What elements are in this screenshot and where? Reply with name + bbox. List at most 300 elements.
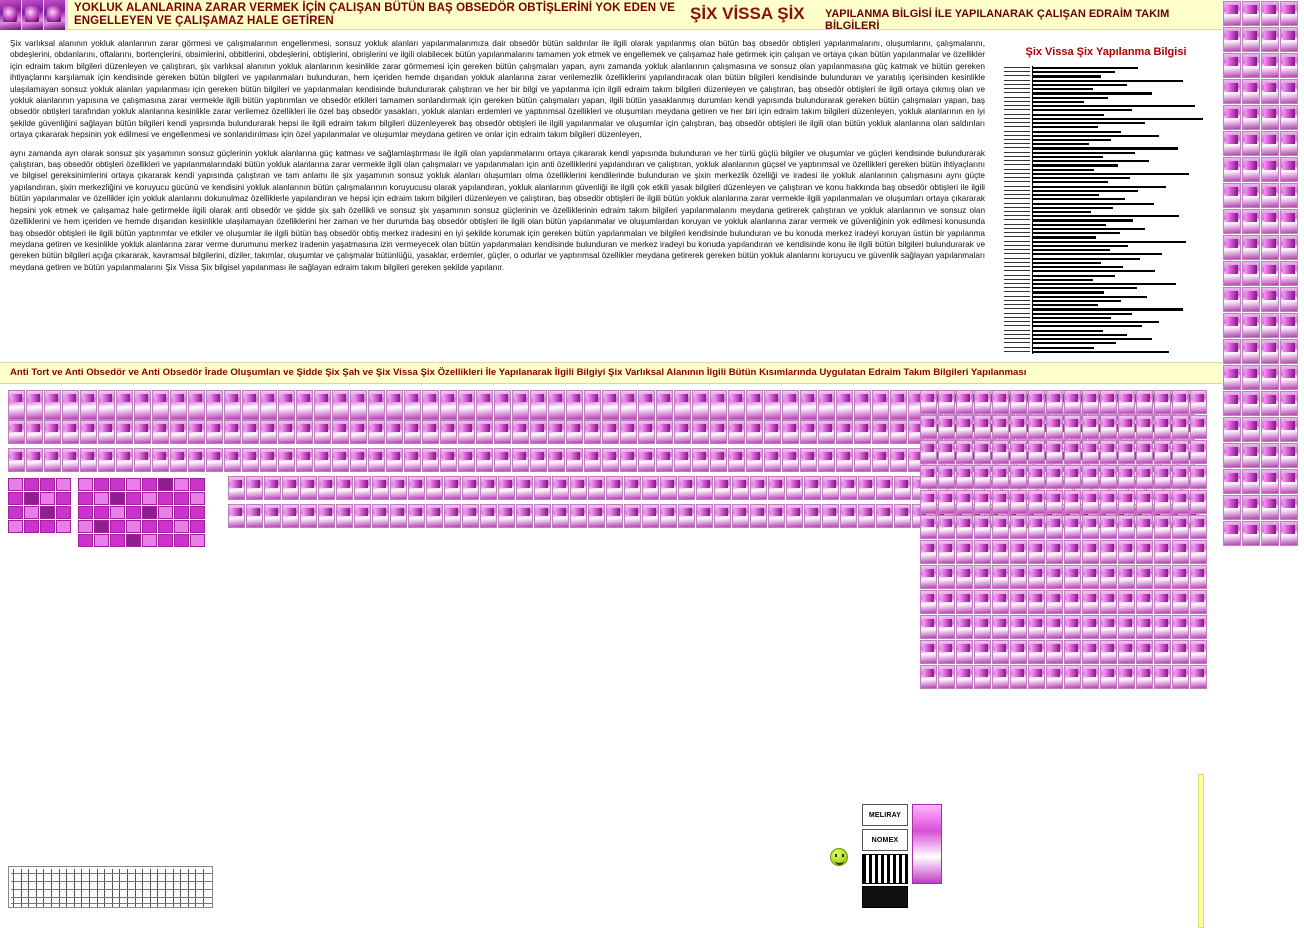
image-thumbnail-icon[interactable] [242, 420, 259, 444]
image-thumbnail-icon[interactable] [938, 540, 955, 564]
image-thumbnail-icon[interactable] [1172, 565, 1189, 589]
image-thumbnail-icon[interactable] [1280, 27, 1298, 52]
image-thumbnail-icon[interactable] [1280, 417, 1298, 442]
image-thumbnail-icon[interactable] [822, 504, 839, 528]
image-thumbnail-icon[interactable] [1223, 365, 1241, 390]
image-thumbnail-icon[interactable] [1136, 615, 1153, 639]
color-chip[interactable] [190, 492, 205, 505]
image-thumbnail-icon[interactable] [1136, 540, 1153, 564]
image-thumbnail-icon[interactable] [296, 420, 313, 444]
image-thumbnail-icon[interactable] [1118, 490, 1135, 514]
image-thumbnail-icon[interactable] [260, 448, 277, 472]
image-thumbnail-icon[interactable] [974, 665, 991, 689]
image-thumbnail-icon[interactable] [1223, 287, 1241, 312]
image-thumbnail-icon[interactable] [602, 420, 619, 444]
image-thumbnail-icon[interactable] [974, 490, 991, 514]
image-thumbnail-icon[interactable] [134, 448, 151, 472]
image-thumbnail-icon[interactable] [920, 415, 937, 439]
image-thumbnail-icon[interactable] [1172, 540, 1189, 564]
image-thumbnail-icon[interactable] [992, 515, 1009, 539]
image-thumbnail-icon[interactable] [534, 504, 551, 528]
image-thumbnail-icon[interactable] [1010, 490, 1027, 514]
image-thumbnail-icon[interactable] [494, 390, 511, 420]
image-thumbnail-icon[interactable] [920, 515, 937, 539]
image-thumbnail-icon[interactable] [1010, 640, 1027, 664]
image-thumbnail-icon[interactable] [782, 420, 799, 444]
image-thumbnail-icon[interactable] [1028, 640, 1045, 664]
image-thumbnail-icon[interactable] [458, 448, 475, 472]
image-thumbnail-icon[interactable] [548, 448, 565, 472]
image-thumbnail-icon[interactable] [1046, 615, 1063, 639]
color-chip[interactable] [8, 492, 23, 505]
image-thumbnail-icon[interactable] [1280, 339, 1298, 364]
image-thumbnail-icon[interactable] [318, 476, 335, 500]
image-thumbnail-icon[interactable] [1261, 261, 1279, 286]
image-thumbnail-icon[interactable] [1046, 465, 1063, 489]
image-thumbnail-icon[interactable] [764, 448, 781, 472]
image-thumbnail-icon[interactable] [804, 476, 821, 500]
image-thumbnail-icon[interactable] [1064, 515, 1081, 539]
image-thumbnail-icon[interactable] [974, 465, 991, 489]
image-thumbnail-icon[interactable] [974, 415, 991, 439]
color-chip[interactable] [56, 492, 71, 505]
image-thumbnail-icon[interactable] [974, 440, 991, 464]
image-thumbnail-icon[interactable] [584, 390, 601, 420]
image-thumbnail-icon[interactable] [552, 476, 569, 500]
image-thumbnail-icon[interactable] [80, 390, 97, 420]
image-thumbnail-icon[interactable] [1190, 440, 1207, 464]
image-thumbnail-icon[interactable] [1136, 415, 1153, 439]
image-thumbnail-icon[interactable] [638, 420, 655, 444]
image-thumbnail-icon[interactable] [1082, 490, 1099, 514]
image-thumbnail-icon[interactable] [1100, 565, 1117, 589]
image-thumbnail-icon[interactable] [1261, 209, 1279, 234]
image-thumbnail-icon[interactable] [1172, 415, 1189, 439]
image-thumbnail-icon[interactable] [956, 565, 973, 589]
color-chip[interactable] [190, 478, 205, 491]
color-chip[interactable] [174, 478, 189, 491]
image-thumbnail-icon[interactable] [1280, 235, 1298, 260]
color-chip[interactable] [190, 534, 205, 547]
image-thumbnail-icon[interactable] [674, 448, 691, 472]
image-thumbnail-icon[interactable] [1010, 390, 1027, 414]
image-thumbnail-icon[interactable] [1118, 440, 1135, 464]
image-thumbnail-icon[interactable] [1223, 261, 1241, 286]
image-thumbnail-icon[interactable] [1223, 521, 1241, 546]
image-thumbnail-icon[interactable] [336, 476, 353, 500]
image-thumbnail-icon[interactable] [188, 448, 205, 472]
image-thumbnail-icon[interactable] [854, 390, 871, 420]
image-thumbnail-icon[interactable] [956, 615, 973, 639]
image-thumbnail-icon[interactable] [624, 504, 641, 528]
image-thumbnail-icon[interactable] [296, 390, 313, 420]
image-thumbnail-icon[interactable] [1046, 665, 1063, 689]
image-thumbnail-icon[interactable] [408, 504, 425, 528]
image-thumbnail-icon[interactable] [44, 390, 61, 420]
image-thumbnail-icon[interactable] [1190, 390, 1207, 414]
image-thumbnail-icon[interactable] [440, 420, 457, 444]
image-thumbnail-icon[interactable] [800, 390, 817, 420]
image-thumbnail-icon[interactable] [1010, 615, 1027, 639]
image-thumbnail-icon[interactable] [332, 448, 349, 472]
image-thumbnail-icon[interactable] [696, 504, 713, 528]
image-thumbnail-icon[interactable] [602, 448, 619, 472]
image-thumbnail-icon[interactable] [552, 504, 569, 528]
image-thumbnail-icon[interactable] [1082, 440, 1099, 464]
image-thumbnail-icon[interactable] [1261, 365, 1279, 390]
image-thumbnail-icon[interactable] [530, 420, 547, 444]
image-thumbnail-icon[interactable] [920, 615, 937, 639]
image-thumbnail-icon[interactable] [1280, 391, 1298, 416]
image-thumbnail-icon[interactable] [1190, 615, 1207, 639]
image-thumbnail-icon[interactable] [1172, 390, 1189, 414]
image-thumbnail-icon[interactable] [1223, 131, 1241, 156]
image-thumbnail-icon[interactable] [974, 565, 991, 589]
image-thumbnail-icon[interactable] [458, 420, 475, 444]
image-thumbnail-icon[interactable] [1190, 540, 1207, 564]
color-chip[interactable] [56, 520, 71, 533]
image-thumbnail-icon[interactable] [800, 420, 817, 444]
image-thumbnail-icon[interactable] [920, 440, 937, 464]
image-thumbnail-icon[interactable] [1280, 105, 1298, 130]
image-thumbnail-icon[interactable] [1046, 540, 1063, 564]
image-thumbnail-icon[interactable] [678, 476, 695, 500]
image-thumbnail-icon[interactable] [768, 504, 785, 528]
color-chip[interactable] [78, 506, 93, 519]
image-thumbnail-icon[interactable] [714, 476, 731, 500]
image-thumbnail-icon[interactable] [1118, 590, 1135, 614]
image-thumbnail-icon[interactable] [638, 448, 655, 472]
image-thumbnail-icon[interactable] [1118, 665, 1135, 689]
image-thumbnail-icon[interactable] [1154, 465, 1171, 489]
image-thumbnail-icon[interactable] [1154, 615, 1171, 639]
image-thumbnail-icon[interactable] [1028, 515, 1045, 539]
image-thumbnail-icon[interactable] [620, 420, 637, 444]
image-thumbnail-icon[interactable] [1242, 365, 1260, 390]
image-thumbnail-icon[interactable] [1064, 415, 1081, 439]
image-thumbnail-icon[interactable] [152, 448, 169, 472]
image-thumbnail-icon[interactable] [974, 390, 991, 414]
image-thumbnail-icon[interactable] [750, 476, 767, 500]
image-thumbnail-icon[interactable] [566, 420, 583, 444]
image-thumbnail-icon[interactable] [728, 420, 745, 444]
image-thumbnail-icon[interactable] [624, 476, 641, 500]
image-thumbnail-icon[interactable] [938, 590, 955, 614]
image-thumbnail-icon[interactable] [890, 448, 907, 472]
image-thumbnail-icon[interactable] [656, 390, 673, 420]
image-thumbnail-icon[interactable] [746, 448, 763, 472]
logo-dark-card[interactable] [862, 886, 908, 908]
image-thumbnail-icon[interactable] [1190, 590, 1207, 614]
color-chip[interactable] [24, 506, 39, 519]
image-thumbnail-icon[interactable] [956, 515, 973, 539]
color-chip[interactable] [78, 492, 93, 505]
color-chip[interactable] [110, 506, 125, 519]
logo-meliray[interactable]: MELIRAY [862, 804, 908, 826]
image-thumbnail-icon[interactable] [1261, 417, 1279, 442]
image-thumbnail-icon[interactable] [354, 476, 371, 500]
image-thumbnail-icon[interactable] [1223, 27, 1241, 52]
image-thumbnail-icon[interactable] [278, 390, 295, 420]
image-thumbnail-icon[interactable] [498, 476, 515, 500]
image-thumbnail-icon[interactable] [1172, 615, 1189, 639]
image-thumbnail-icon[interactable] [1280, 131, 1298, 156]
image-thumbnail-icon[interactable] [570, 476, 587, 500]
image-thumbnail-icon[interactable] [1100, 515, 1117, 539]
image-thumbnail-icon[interactable] [1154, 515, 1171, 539]
image-thumbnail-icon[interactable] [992, 565, 1009, 589]
image-thumbnail-icon[interactable] [1242, 287, 1260, 312]
image-thumbnail-icon[interactable] [804, 504, 821, 528]
image-thumbnail-icon[interactable] [956, 540, 973, 564]
image-thumbnail-icon[interactable] [956, 490, 973, 514]
image-thumbnail-icon[interactable] [1082, 640, 1099, 664]
image-thumbnail-icon[interactable] [1064, 590, 1081, 614]
image-thumbnail-icon[interactable] [1223, 391, 1241, 416]
image-thumbnail-icon[interactable] [1172, 465, 1189, 489]
image-thumbnail-icon[interactable] [116, 448, 133, 472]
image-thumbnail-icon[interactable] [1154, 665, 1171, 689]
image-thumbnail-icon[interactable] [746, 390, 763, 420]
image-thumbnail-icon[interactable] [992, 665, 1009, 689]
image-thumbnail-icon[interactable] [494, 420, 511, 444]
image-thumbnail-icon[interactable] [278, 448, 295, 472]
image-thumbnail-icon[interactable] [1100, 490, 1117, 514]
image-thumbnail-icon[interactable] [1118, 615, 1135, 639]
image-thumbnail-icon[interactable] [974, 590, 991, 614]
image-thumbnail-icon[interactable] [1190, 565, 1207, 589]
image-thumbnail-icon[interactable] [26, 448, 43, 472]
image-thumbnail-icon[interactable] [992, 490, 1009, 514]
image-thumbnail-icon[interactable] [732, 476, 749, 500]
image-thumbnail-icon[interactable] [974, 640, 991, 664]
image-thumbnail-icon[interactable] [692, 448, 709, 472]
image-thumbnail-icon[interactable] [228, 504, 245, 528]
image-thumbnail-icon[interactable] [710, 448, 727, 472]
image-thumbnail-icon[interactable] [656, 448, 673, 472]
image-thumbnail-icon[interactable] [1046, 640, 1063, 664]
image-thumbnail-icon[interactable] [660, 504, 677, 528]
image-thumbnail-icon[interactable] [992, 440, 1009, 464]
image-thumbnail-icon[interactable] [476, 448, 493, 472]
image-thumbnail-icon[interactable] [1100, 590, 1117, 614]
image-thumbnail-icon[interactable] [1064, 615, 1081, 639]
image-thumbnail-icon[interactable] [1280, 183, 1298, 208]
image-thumbnail-icon[interactable] [1100, 390, 1117, 414]
image-thumbnail-icon[interactable] [314, 448, 331, 472]
image-thumbnail-icon[interactable] [692, 420, 709, 444]
image-thumbnail-icon[interactable] [974, 515, 991, 539]
image-thumbnail-icon[interactable] [1223, 183, 1241, 208]
image-thumbnail-icon[interactable] [8, 420, 25, 444]
image-thumbnail-icon[interactable] [1100, 540, 1117, 564]
image-thumbnail-icon[interactable] [228, 476, 245, 500]
image-thumbnail-icon[interactable] [1242, 1, 1260, 26]
image-thumbnail-icon[interactable] [956, 590, 973, 614]
color-chip[interactable] [40, 506, 55, 519]
image-thumbnail-icon[interactable] [974, 540, 991, 564]
image-thumbnail-icon[interactable] [458, 390, 475, 420]
image-thumbnail-icon[interactable] [1242, 79, 1260, 104]
image-thumbnail-icon[interactable] [1082, 415, 1099, 439]
header-thumbnail-strip[interactable] [0, 0, 68, 30]
image-thumbnail-icon[interactable] [1100, 615, 1117, 639]
image-thumbnail-icon[interactable] [974, 615, 991, 639]
image-thumbnail-icon[interactable] [80, 420, 97, 444]
image-thumbnail-icon[interactable] [498, 504, 515, 528]
image-thumbnail-icon[interactable] [1046, 515, 1063, 539]
image-thumbnail-icon[interactable] [1190, 640, 1207, 664]
image-thumbnail-icon[interactable] [1280, 157, 1298, 182]
color-chip[interactable] [94, 478, 109, 491]
image-thumbnail-icon[interactable] [1261, 183, 1279, 208]
image-thumbnail-icon[interactable] [674, 390, 691, 420]
image-thumbnail-icon[interactable] [444, 504, 461, 528]
image-thumbnail-icon[interactable] [206, 448, 223, 472]
image-thumbnail-icon[interactable] [764, 390, 781, 420]
image-thumbnail-icon[interactable] [858, 476, 875, 500]
image-thumbnail-icon[interactable] [566, 448, 583, 472]
image-thumbnail-icon[interactable] [260, 390, 277, 420]
image-thumbnail-icon[interactable] [920, 540, 937, 564]
image-thumbnail-icon[interactable] [894, 504, 911, 528]
image-thumbnail-icon[interactable] [300, 476, 317, 500]
image-thumbnail-icon[interactable] [1280, 209, 1298, 234]
color-chip[interactable] [8, 506, 23, 519]
image-thumbnail-icon[interactable] [920, 490, 937, 514]
image-thumbnail-icon[interactable] [938, 390, 955, 414]
image-thumbnail-icon[interactable] [1118, 465, 1135, 489]
image-thumbnail-icon[interactable] [728, 390, 745, 420]
image-thumbnail-icon[interactable] [44, 448, 61, 472]
image-thumbnail-icon[interactable] [206, 420, 223, 444]
color-chip[interactable] [110, 534, 125, 547]
image-thumbnail-icon[interactable] [620, 448, 637, 472]
image-thumbnail-icon[interactable] [836, 448, 853, 472]
color-chip[interactable] [174, 492, 189, 505]
photo-thumbnail-icon[interactable] [0, 0, 21, 30]
image-thumbnail-icon[interactable] [390, 504, 407, 528]
image-thumbnail-icon[interactable] [404, 420, 421, 444]
image-thumbnail-icon[interactable] [876, 504, 893, 528]
image-thumbnail-icon[interactable] [1010, 440, 1027, 464]
color-chip[interactable] [24, 492, 39, 505]
image-thumbnail-icon[interactable] [956, 390, 973, 414]
image-thumbnail-icon[interactable] [1242, 313, 1260, 338]
image-thumbnail-icon[interactable] [462, 476, 479, 500]
color-chip[interactable] [142, 492, 157, 505]
image-thumbnail-icon[interactable] [1064, 640, 1081, 664]
image-thumbnail-icon[interactable] [938, 615, 955, 639]
image-thumbnail-icon[interactable] [956, 415, 973, 439]
color-chip[interactable] [56, 478, 71, 491]
image-thumbnail-icon[interactable] [1223, 105, 1241, 130]
image-thumbnail-icon[interactable] [1154, 415, 1171, 439]
image-thumbnail-icon[interactable] [1172, 490, 1189, 514]
image-thumbnail-icon[interactable] [588, 504, 605, 528]
image-thumbnail-icon[interactable] [1261, 105, 1279, 130]
image-thumbnail-icon[interactable] [1082, 540, 1099, 564]
color-chip[interactable] [158, 534, 173, 547]
image-thumbnail-icon[interactable] [938, 490, 955, 514]
image-thumbnail-icon[interactable] [152, 420, 169, 444]
image-thumbnail-icon[interactable] [368, 390, 385, 420]
thumbnail-block-right[interactable] [920, 390, 1216, 689]
image-thumbnail-icon[interactable] [332, 390, 349, 420]
image-thumbnail-icon[interactable] [890, 390, 907, 420]
image-thumbnail-icon[interactable] [516, 476, 533, 500]
image-thumbnail-icon[interactable] [656, 420, 673, 444]
color-chip[interactable] [158, 492, 173, 505]
image-thumbnail-icon[interactable] [1242, 339, 1260, 364]
image-thumbnail-icon[interactable] [1136, 390, 1153, 414]
image-thumbnail-icon[interactable] [992, 615, 1009, 639]
image-thumbnail-icon[interactable] [728, 448, 745, 472]
image-thumbnail-icon[interactable] [246, 476, 263, 500]
image-thumbnail-icon[interactable] [242, 390, 259, 420]
image-thumbnail-icon[interactable] [422, 448, 439, 472]
image-thumbnail-icon[interactable] [224, 390, 241, 420]
image-thumbnail-icon[interactable] [1261, 131, 1279, 156]
image-thumbnail-icon[interactable] [714, 504, 731, 528]
color-chip[interactable] [8, 478, 23, 491]
image-thumbnail-icon[interactable] [1242, 443, 1260, 468]
image-thumbnail-icon[interactable] [1261, 443, 1279, 468]
image-thumbnail-icon[interactable] [876, 476, 893, 500]
image-thumbnail-icon[interactable] [620, 390, 637, 420]
image-thumbnail-icon[interactable] [674, 420, 691, 444]
image-thumbnail-icon[interactable] [1136, 590, 1153, 614]
image-thumbnail-icon[interactable] [854, 420, 871, 444]
color-chip[interactable] [56, 506, 71, 519]
image-thumbnail-icon[interactable] [1100, 465, 1117, 489]
image-thumbnail-icon[interactable] [512, 448, 529, 472]
image-thumbnail-icon[interactable] [350, 448, 367, 472]
image-thumbnail-icon[interactable] [8, 390, 25, 420]
image-thumbnail-icon[interactable] [764, 420, 781, 444]
image-thumbnail-icon[interactable] [1223, 53, 1241, 78]
image-thumbnail-icon[interactable] [732, 504, 749, 528]
image-thumbnail-icon[interactable] [1172, 440, 1189, 464]
image-thumbnail-icon[interactable] [1154, 490, 1171, 514]
image-thumbnail-icon[interactable] [350, 420, 367, 444]
color-chip[interactable] [190, 506, 205, 519]
image-thumbnail-icon[interactable] [1100, 640, 1117, 664]
image-thumbnail-icon[interactable] [1280, 53, 1298, 78]
image-thumbnail-icon[interactable] [1223, 79, 1241, 104]
image-thumbnail-icon[interactable] [992, 540, 1009, 564]
image-thumbnail-icon[interactable] [1010, 515, 1027, 539]
image-thumbnail-icon[interactable] [282, 504, 299, 528]
image-thumbnail-icon[interactable] [548, 390, 565, 420]
image-thumbnail-icon[interactable] [422, 390, 439, 420]
image-thumbnail-icon[interactable] [1064, 540, 1081, 564]
image-thumbnail-icon[interactable] [1154, 540, 1171, 564]
image-thumbnail-icon[interactable] [426, 476, 443, 500]
image-thumbnail-icon[interactable] [476, 420, 493, 444]
image-thumbnail-icon[interactable] [588, 476, 605, 500]
image-thumbnail-icon[interactable] [1190, 490, 1207, 514]
image-thumbnail-icon[interactable] [1010, 465, 1027, 489]
image-thumbnail-icon[interactable] [1154, 390, 1171, 414]
pink-tile-thumbnail[interactable] [912, 804, 942, 884]
image-thumbnail-icon[interactable] [1242, 53, 1260, 78]
image-thumbnail-icon[interactable] [1172, 590, 1189, 614]
image-thumbnail-icon[interactable] [584, 448, 601, 472]
image-thumbnail-icon[interactable] [1261, 339, 1279, 364]
image-thumbnail-icon[interactable] [920, 565, 937, 589]
image-thumbnail-icon[interactable] [1242, 235, 1260, 260]
